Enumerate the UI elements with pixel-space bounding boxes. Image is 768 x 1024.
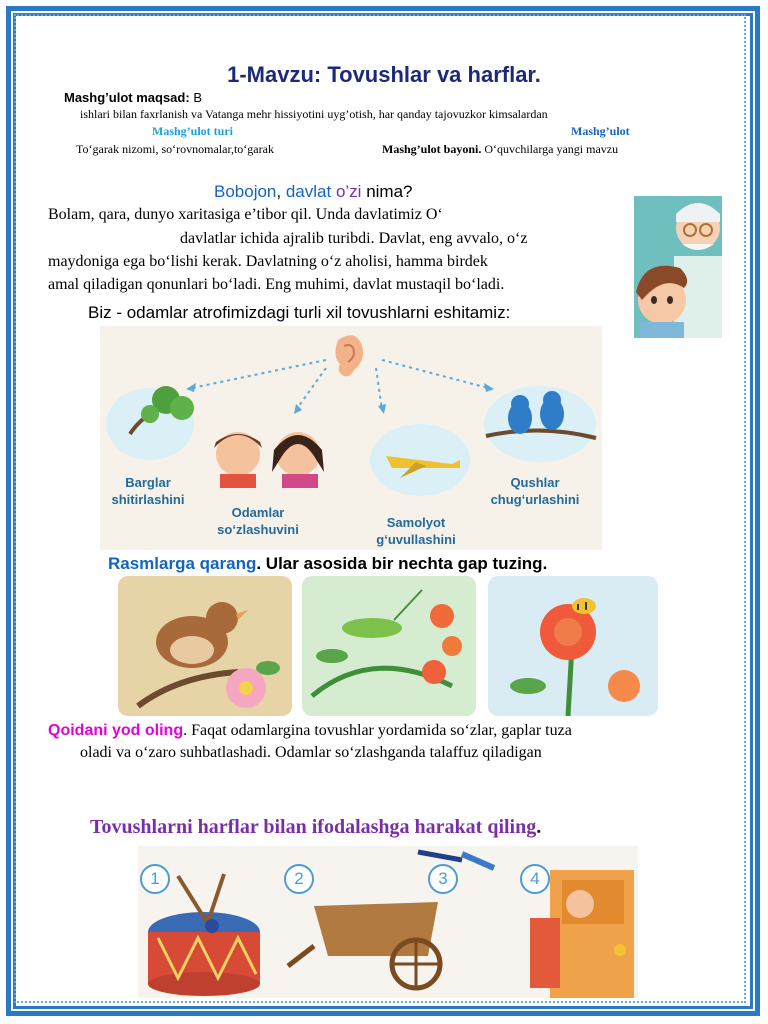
task1 [108,554,547,574]
lesson-type-label: Mashg’ulot turi [152,124,233,138]
goal-label: Mashg’ulot maqsad: [64,90,190,105]
sound-caption-people-line2: so‘zlashuvini [217,522,299,537]
dialog-line-3: maydoniga ega bo‘lishi kerak. Davlatning o‘z aholisi, hamma birdek [48,253,488,270]
dialog-line-4: amal qiladigan qonunlari bo‘ladi. Eng muhimi, davlat mustaqil bo‘ladi. [48,276,505,293]
pencil-icon [418,852,494,868]
task2-text: Tovushlarni harflar bilan ifodalashga harakat qiling [90,816,537,838]
sound-caption-leaves-line1: Barglar [125,475,171,490]
picture-bee [488,576,658,716]
sound-caption-plane-line1: Samolyot [386,515,446,530]
drum-icon [148,874,260,996]
rule-text-1: . Faqat odamlargina tovushlar yordamida so‘zlar, gaplar tuza [183,722,572,739]
sound-caption-birds-line1: Qushlar [510,475,560,490]
task1-rest: . Ular asosida bir nechta gap tuzing. [256,554,548,573]
goal-line [64,90,202,105]
number-3: 3 [428,864,458,894]
task1-highlight: Rasmlarga qarang [108,554,257,573]
dialog-line-1: Bolam, qara, dunyo xaritasiga e’tibor qil. Unda davlatimiz O‘ [48,206,443,223]
sounds-diagram-art [100,326,602,550]
sounds-intro: Biz - odamlar atrofimizdagi turli xil tovushlarni eshitamiz: [88,303,511,322]
sound-caption-plane [366,514,466,548]
sound-objects-strip [138,846,638,998]
page-title: 1-Mavzu: Tovushlar va harflar. [227,62,541,87]
picture-grasshopper [302,576,476,716]
lesson-label-right: Mashg’ulot [571,124,630,138]
sounds-diagram [100,326,602,550]
cart-icon [288,902,440,988]
sound-caption-birds-line2: chug‘urlashini [490,492,580,507]
question-ozi: o’zi [335,182,362,201]
sound-caption-leaves [102,474,194,508]
lesson-methods: To‘garak nizomi, so‘rovnomalar,to‘garak [76,142,274,156]
lesson-progress-text: O‘quvchilarga yangi mavzu [484,142,619,156]
sound-caption-birds [480,474,590,508]
sound-caption-leaves-line2: shitirlashini [111,492,185,507]
number-1: 1 [140,864,170,894]
lesson-progress [382,142,618,157]
dialog-question: Bobojon, davlat o’zi nima? [214,182,413,201]
number-4: 4 [520,864,550,894]
task2: Tovushlarni harflar bilan ifodalashga harakat qiling. [90,816,542,838]
sound-caption-plane-line2: g‘uvullashini [376,532,456,547]
question-davlat: davlat [285,182,332,201]
rule-line-1 [48,722,572,740]
rule-line-2: oladi va o‘zaro suhbatlashadi. Odamlar so‘zlashganda talaffuz qiladigan [80,744,542,761]
sound-caption-people-line1: Odamlar [231,505,285,520]
goal-value: B [193,90,202,105]
goal-text: ishlari bilan faxrlanish va Vatanga mehr hissiyotini uyg’otish, har qanday tajovuzkor kimsalardan [80,107,548,121]
ear-icon [335,335,363,376]
question-name: Bobojon [214,182,277,201]
question-end: nima? [366,182,413,201]
number-2: 2 [284,864,314,894]
grandpa-child-image [634,196,722,338]
picture-nightingale [118,576,292,716]
rule-highlight: Qoidani yod oling [48,722,184,739]
dialog-line-2: davlatlar ichida ajralib turibdi. Davlat, eng avvalo, o‘z [180,230,528,247]
sound-caption-people [208,504,308,538]
lesson-progress-label: Mashg’ulot bayoni. [382,142,482,156]
